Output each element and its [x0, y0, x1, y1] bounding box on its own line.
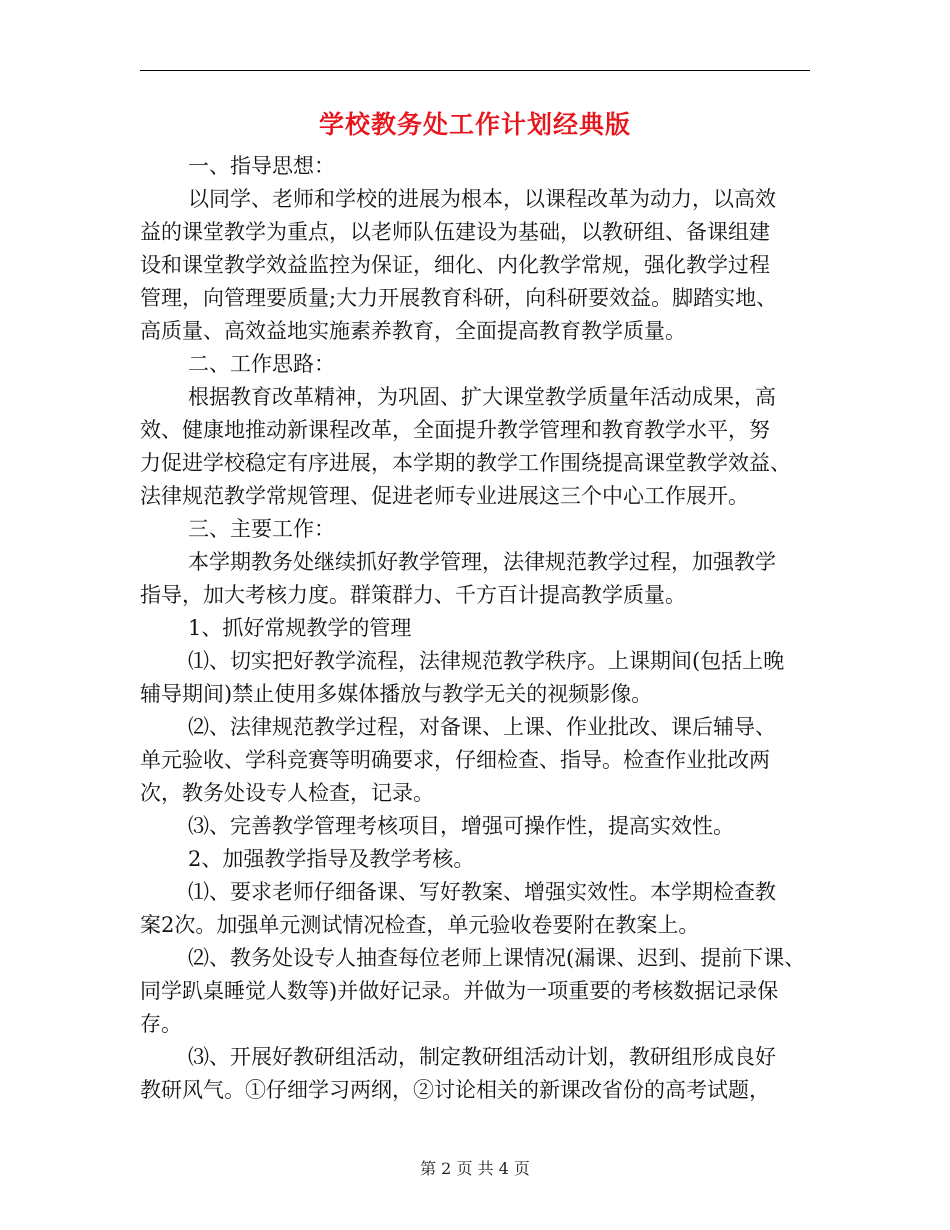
document-body	[140, 150, 810, 1107]
paragraph	[140, 942, 810, 1041]
text-line: 力促进学校稳定有序进展，本学期的教学工作围绕提高课堂教学效益、	[140, 451, 791, 475]
page-footer: 第 2 页 共 4 页	[420, 1159, 530, 1178]
text-line: 存。	[140, 1012, 182, 1036]
section-heading	[140, 513, 810, 546]
section-heading	[140, 150, 810, 183]
paragraph	[140, 876, 810, 942]
text-line: ⑴、要求老师仔细备课、写好教案、增强实效性。本学期检查教	[188, 880, 776, 904]
paragraph	[140, 645, 810, 711]
text-line: 单元验收、学科竞赛等明确要求，仔细检查、指导。检查作业批改两	[140, 748, 770, 772]
text-line: 指导，加大考核力度。群策群力、千方百计提高教学质量。	[140, 583, 686, 607]
paragraph	[140, 810, 810, 843]
text-line: 以同学、老师和学校的进展为根本，以课程改革为动力，以高效	[188, 187, 776, 211]
text-line: ⑵、教务处设专人抽查每位老师上课情况(漏课、迟到、提前下课、	[188, 946, 806, 970]
text-line: 2、加强教学指导及教学考核。	[188, 847, 475, 871]
text-line: ⑴、切实把好教学流程，法律规范教学秩序。上课期间(包括上晚	[188, 649, 785, 673]
section-heading	[140, 612, 810, 645]
text-line: ⑶、完善教学管理考核项目，增强可操作性，提高实效性。	[188, 814, 734, 838]
paragraph	[140, 381, 810, 513]
text-line: 高质量、高效益地实施素养教育，全面提高教育教学质量。	[140, 319, 686, 343]
text-line: 1、抓好常规教学的管理	[188, 616, 412, 640]
text-line: ⑶、开展好教研组活动，制定教研组活动计划，教研组形成良好	[188, 1045, 776, 1069]
paragraph	[140, 183, 810, 348]
paragraph	[140, 1041, 810, 1107]
text-line: 根据教育改革精神，为巩固、扩大课堂教学质量年活动成果，高	[188, 385, 776, 409]
text-line: ⑵、法律规范教学过程，对备课、上课、作业批改、课后辅导、	[188, 715, 776, 739]
text-line: 设和课堂教学效益监控为保证，细化、内化教学常规，强化教学过程	[140, 253, 770, 277]
text-line: 法律规范教学常规管理、促进老师专业进展这三个中心工作展开。	[140, 484, 749, 508]
text-line: 益的课堂教学为重点，以老师队伍建设为基础，以教研组、备课组建	[140, 220, 770, 244]
text-line: 教研风气。①仔细学习两纲，②讨论相关的新课改省份的高考试题，	[140, 1078, 770, 1102]
header-rule	[140, 70, 810, 71]
document-title: 学校教务处工作计划经典版	[318, 110, 631, 139]
text-line: 管理，向管理要质量;大力开展教育科研，向科研要效益。脚踏实地、	[140, 286, 778, 310]
paragraph	[140, 546, 810, 612]
section-heading	[140, 843, 810, 876]
paragraph	[140, 711, 810, 810]
text-line: 案2次。加强单元测试情况检查，单元验收卷要附在教案上。	[140, 913, 700, 937]
text-line: 辅导期间)禁止使用多媒体播放与教学无关的视频影像。	[140, 682, 653, 706]
section-heading	[140, 348, 810, 381]
text-line: 同学趴桌睡觉人数等)并做好记录。并做为一项重要的考核数据记录保	[140, 979, 779, 1003]
text-line: 二、工作思路：	[188, 352, 335, 376]
text-line: 效、健康地推动新课程改革，全面提升教学管理和教育教学水平，努	[140, 418, 770, 442]
text-line: 本学期教务处继续抓好教学管理，法律规范教学过程，加强教学	[188, 550, 776, 574]
text-line: 次，教务处设专人检查，记录。	[140, 781, 434, 805]
text-line: 三、主要工作：	[188, 517, 335, 541]
text-line: 一、指导思想：	[188, 154, 335, 178]
